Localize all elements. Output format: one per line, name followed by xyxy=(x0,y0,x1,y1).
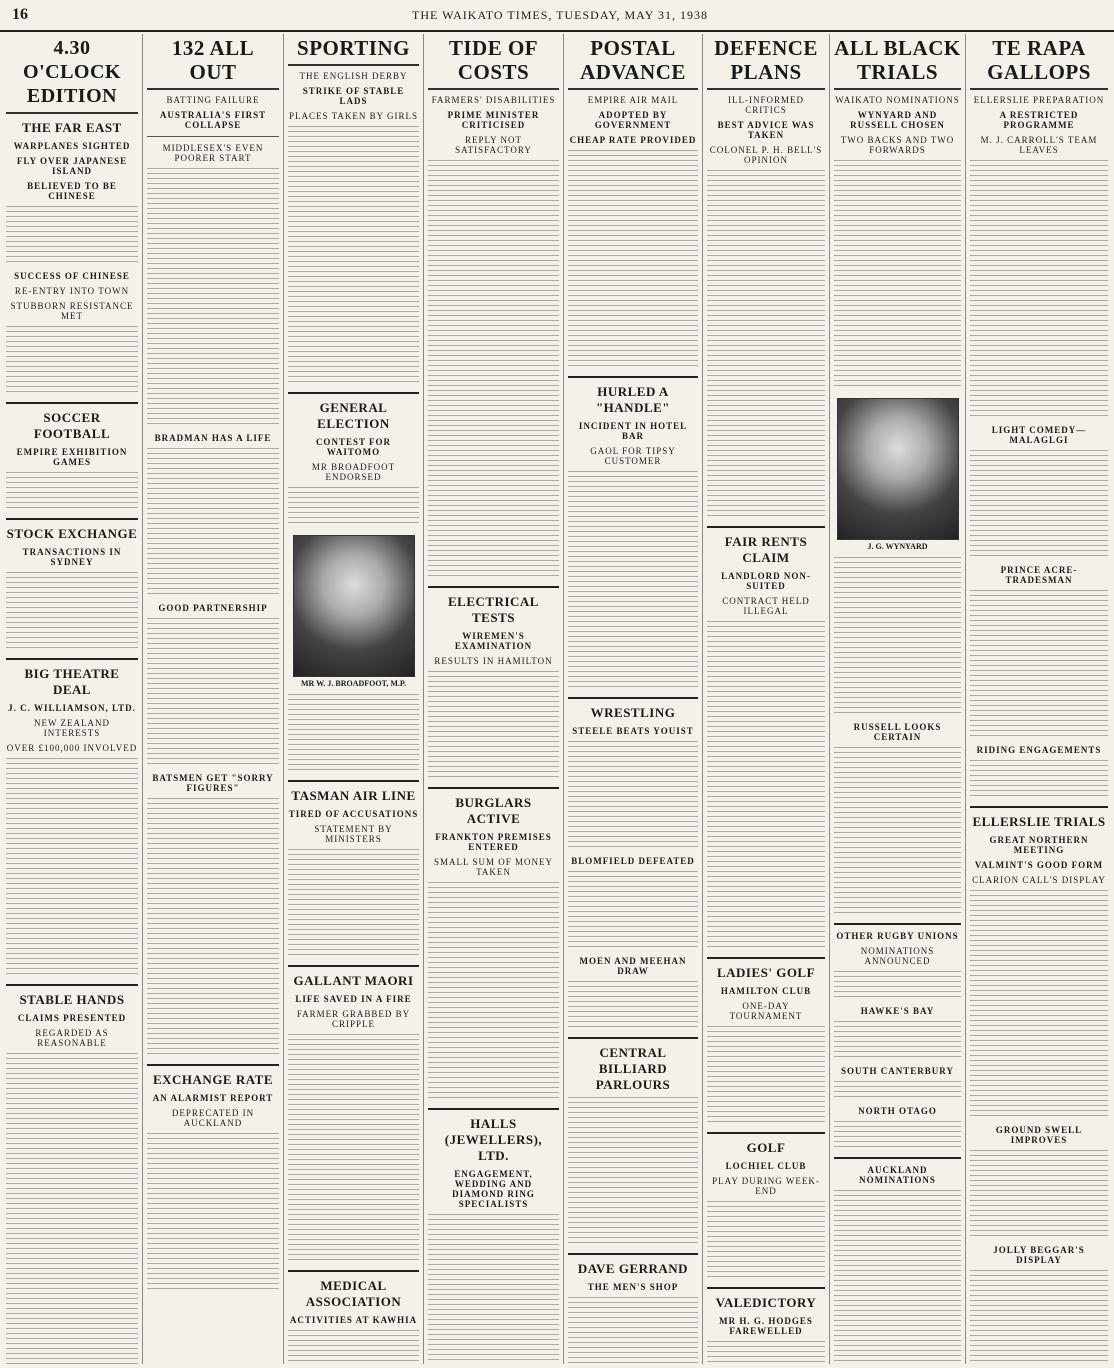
subhead: PRIME MINISTER CRITICISED xyxy=(447,110,540,130)
article-text xyxy=(6,206,138,266)
photo-caption: J. G. WYNYARD xyxy=(867,542,928,551)
headline-valedictory: VALEDICTORY xyxy=(715,1295,817,1310)
article-text xyxy=(6,472,138,512)
headline-132-all-out: 132 ALL OUT xyxy=(147,34,279,90)
subhead: PLAY DURING WEEK-END xyxy=(712,1176,820,1196)
subhead: CHEAP RATE PROVIDED xyxy=(569,135,697,145)
article-text xyxy=(6,326,138,396)
column-7 xyxy=(830,34,966,1364)
subhead: HAWKE'S BAY xyxy=(860,1006,935,1016)
article-text xyxy=(568,981,698,1031)
divider xyxy=(707,957,825,959)
headline-theatre-deal: BIG THEATRE DEAL xyxy=(24,666,120,697)
subhead: MOEN AND MEEHAN DRAW xyxy=(579,956,687,976)
subhead: BEST ADVICE WAS TAKEN xyxy=(717,120,815,140)
divider xyxy=(6,984,138,986)
subhead: REPLY NOT SATISFACTORY xyxy=(455,135,532,155)
headline-tasman-air-line: TASMAN AIR LINE xyxy=(291,788,416,803)
article-text xyxy=(568,1297,698,1364)
subhead: THE MEN'S SHOP xyxy=(587,1282,679,1292)
subhead: J. C. WILLIAMSON, LTD. xyxy=(8,703,136,713)
article-text xyxy=(834,747,961,917)
divider xyxy=(428,1108,559,1110)
subhead: GROUND SWELL IMPROVES xyxy=(995,1125,1083,1145)
headline-all-black-trials: ALL BLACK TRIALS xyxy=(834,34,961,90)
subhead: LIGHT COMEDY—MALAGLGI xyxy=(991,425,1087,445)
divider xyxy=(6,518,138,520)
article-text xyxy=(6,572,138,652)
divider xyxy=(834,923,961,925)
headline-wrestling: WRESTLING xyxy=(590,705,676,720)
headline-defence-plans: DEFENCE PLANS xyxy=(707,34,825,90)
headline-exchange-rate: EXCHANGE RATE xyxy=(152,1072,274,1087)
article-text xyxy=(970,160,1108,420)
subhead: FARMER GRABBED BY CRIPPLE xyxy=(296,1009,411,1029)
headline-tide-of-costs: TIDE OF COSTS xyxy=(428,34,559,90)
article-text xyxy=(288,1034,419,1264)
subhead: ILL-INFORMED CRITICS xyxy=(728,95,804,115)
article-text xyxy=(428,1214,559,1364)
article-text xyxy=(834,971,961,1001)
subhead: BRADMAN HAS A LIFE xyxy=(154,433,272,443)
subhead: RIDING ENGAGEMENTS xyxy=(976,745,1102,755)
headline-halls-jewellers: HALLS (JEWELLERS), LTD. xyxy=(444,1116,543,1163)
article-text xyxy=(707,621,825,951)
headline-dave-gerrand: DAVE GERRAND xyxy=(577,1261,689,1276)
article-text xyxy=(568,1097,698,1247)
subhead: ONE-DAY TOURNAMENT xyxy=(729,1001,803,1021)
headline-te-rapa-gallops: TE RAPA GALLOPS xyxy=(970,34,1108,90)
subhead: RUSSELL LOOKS CERTAIN xyxy=(853,722,942,742)
divider xyxy=(707,1132,825,1134)
subhead: OTHER RUGBY UNIONS xyxy=(836,931,959,941)
subhead: STUBBORN RESISTANCE MET xyxy=(10,301,134,321)
subhead: ADOPTED BY GOVERNMENT xyxy=(594,110,672,130)
article-text xyxy=(707,1026,825,1126)
article-text xyxy=(428,160,559,580)
divider xyxy=(288,965,419,967)
photo-caption: MR W. J. BROADFOOT, M.P. xyxy=(300,679,407,688)
subhead: HAMILTON CLUB xyxy=(720,986,812,996)
article-text xyxy=(970,590,1108,740)
subhead: GOOD PARTNERSHIP xyxy=(158,603,268,613)
subhead: SMALL SUM OF MONEY TAKEN xyxy=(434,857,553,877)
article-text xyxy=(288,849,419,959)
subhead: A RESTRICTED PROGRAMME xyxy=(999,110,1079,130)
article-text xyxy=(834,1121,961,1151)
article-text xyxy=(707,1341,825,1364)
subhead: STRIKE OF STABLE LADS xyxy=(302,86,405,106)
subhead: FARMERS' DISABILITIES xyxy=(431,95,556,105)
article-text xyxy=(428,882,559,1102)
article-text xyxy=(834,1190,961,1364)
divider xyxy=(428,787,559,789)
subhead: RE-ENTRY INTO TOWN xyxy=(14,286,130,296)
article-text xyxy=(147,168,279,428)
divider xyxy=(288,392,419,394)
divider xyxy=(147,1064,279,1066)
column-5 xyxy=(564,34,703,1364)
headline-central-billiard: CENTRAL BILLIARD PARLOURS xyxy=(595,1045,671,1092)
subhead: AN ALARMIST REPORT xyxy=(152,1093,274,1103)
subhead: VALMINT'S GOOD FORM xyxy=(974,860,1104,870)
subhead: LOCHIEL CLUB xyxy=(725,1161,807,1171)
subhead: JOLLY BEGGAR'S DISPLAY xyxy=(993,1245,1085,1265)
subhead: BLOMFIELD DEFEATED xyxy=(571,856,695,866)
subhead: NORTH OTAGO xyxy=(858,1106,937,1116)
headline-gallant-maori: GALLANT MAORI xyxy=(293,973,414,988)
subhead: PLACES TAKEN BY GIRLS xyxy=(288,111,419,121)
subhead: CONTEST FOR WAITOMO xyxy=(315,437,392,457)
article-text xyxy=(6,1053,138,1364)
headline-ellerslie-trials: ELLERSLIE TRIALS xyxy=(972,814,1106,829)
subhead: AUSTRALIA'S FIRST COLLAPSE xyxy=(159,110,267,130)
article-text xyxy=(6,758,138,978)
headline-golf: GOLF xyxy=(746,1140,786,1155)
headline-ladies-golf: LADIES' GOLF xyxy=(716,965,816,980)
subhead: MR H. G. HODGES FAREWELLED xyxy=(719,1316,813,1336)
subhead: DEPRECATED IN AUCKLAND xyxy=(171,1108,255,1128)
article-text xyxy=(970,890,1108,1120)
article-text xyxy=(147,798,279,1058)
divider xyxy=(6,402,138,404)
divider xyxy=(970,806,1108,808)
divider xyxy=(568,1253,698,1255)
subhead: EMPIRE EXHIBITION GAMES xyxy=(16,447,128,467)
subhead: STATEMENT BY MINISTERS xyxy=(314,824,393,844)
subhead: GAOL FOR TIPSY CUSTOMER xyxy=(590,446,676,466)
headline-fair-rents: FAIR RENTS CLAIM xyxy=(724,534,808,565)
subhead: LANDLORD NON-SUITED xyxy=(721,571,811,591)
subhead: OVER £100,000 INVOLVED xyxy=(6,743,138,753)
subhead: BATTING FAILURE xyxy=(166,95,260,105)
subhead: LIFE SAVED IN A FIRE xyxy=(295,994,412,1004)
article-text xyxy=(288,694,419,774)
subhead: WYNYARD AND RUSSELL CHOSEN xyxy=(850,110,945,130)
article-text xyxy=(428,671,559,781)
headline-electrical-tests: ELECTRICAL TESTS xyxy=(448,594,539,625)
headline-hurled-a-handle: HURLED A "HANDLE" xyxy=(595,384,671,415)
headline-stock-exchange: STOCK EXCHANGE xyxy=(6,526,138,541)
headline-postal-advance: POSTAL ADVANCE xyxy=(568,34,698,90)
article-text xyxy=(834,1081,961,1101)
article-text xyxy=(568,150,698,370)
subhead: M. J. CARROLL'S TEAM LEAVES xyxy=(980,135,1098,155)
divider xyxy=(568,1037,698,1039)
subhead: FLY OVER JAPANESE ISLAND xyxy=(16,156,128,176)
column-4 xyxy=(424,34,564,1364)
subhead: INCIDENT IN HOTEL BAR xyxy=(578,421,688,441)
divider xyxy=(707,1287,825,1289)
subhead: PRINCE ACRE-TRADESMAN xyxy=(1000,565,1078,585)
newspaper-columns xyxy=(2,34,1112,1364)
edition-headline: 4.30 O'CLOCK EDITION xyxy=(6,34,138,114)
article-text xyxy=(834,160,961,390)
article-text xyxy=(834,557,961,717)
article-text xyxy=(147,618,279,768)
divider xyxy=(6,658,138,660)
headline-sporting: SPORTING xyxy=(288,34,419,66)
divider xyxy=(834,1157,961,1159)
subhead: STEELE BEATS YOUIST xyxy=(572,726,694,736)
subhead: SUCCESS OF CHINESE xyxy=(14,271,130,281)
divider xyxy=(428,586,559,588)
subhead: EMPIRE AIR MAIL xyxy=(587,95,679,105)
divider xyxy=(568,376,698,378)
divider xyxy=(288,1270,419,1272)
subhead: REGARDED AS REASONABLE xyxy=(35,1028,109,1048)
subhead: TRANSACTIONS IN SYDNEY xyxy=(22,547,122,567)
subhead: THE ENGLISH DERBY xyxy=(299,71,408,81)
article-text xyxy=(707,1201,825,1281)
headline-burglars-active: BURGLARS ACTIVE xyxy=(455,795,532,826)
subhead: NOMINATIONS ANNOUNCED xyxy=(860,946,935,966)
headline-medical-association: MEDICAL ASSOCIATION xyxy=(305,1278,402,1309)
subhead: MIDDLESEX'S EVEN POORER START xyxy=(162,143,264,163)
subhead: WAIKATO NOMINATIONS xyxy=(835,95,960,105)
column-6 xyxy=(703,34,830,1364)
subhead: NEW ZEALAND INTERESTS xyxy=(33,718,111,738)
article-text xyxy=(834,1021,961,1061)
article-text xyxy=(568,871,698,951)
subhead: SOUTH CANTERBURY xyxy=(841,1066,954,1076)
subhead: GREAT NORTHERN MEETING xyxy=(989,835,1089,855)
column-1 xyxy=(2,34,143,1364)
subhead: ELLERSLIE PREPARATION xyxy=(973,95,1105,105)
subhead: ENGAGEMENT, WEDDING AND DIAMOND RING SPECIALISTS xyxy=(452,1169,535,1209)
masthead: THE WAIKATO TIMES, TUESDAY, MAY 31, 1938 xyxy=(412,8,708,22)
subhead: BATSMEN GET "SORRY FIGURES" xyxy=(152,773,274,793)
page-header xyxy=(0,0,1114,32)
article-text xyxy=(707,170,825,520)
article-text xyxy=(970,760,1108,800)
subhead: RESULTS IN HAMILTON xyxy=(434,656,553,666)
subhead: AUCKLAND NOMINATIONS xyxy=(859,1165,936,1185)
subhead: BELIEVED TO BE CHINESE xyxy=(27,181,117,201)
subhead: COLONEL P. H. BELL'S OPINION xyxy=(709,145,823,165)
divider xyxy=(147,136,279,137)
portrait-photo xyxy=(293,535,415,677)
subhead: WARPLANES SIGHTED xyxy=(13,141,131,151)
column-2 xyxy=(143,34,284,1364)
subhead: ACTIVITIES AT KAWHIA xyxy=(289,1315,418,1325)
subhead: MR BROADFOOT ENDORSED xyxy=(311,462,396,482)
subhead: TWO BACKS AND TWO FORWARDS xyxy=(840,135,955,155)
divider xyxy=(707,526,825,528)
subhead: CLARION CALL'S DISPLAY xyxy=(972,875,1106,885)
article-text xyxy=(147,448,279,598)
subhead: WIREMEN'S EXAMINATION xyxy=(454,631,533,651)
article-text xyxy=(970,450,1108,560)
headline-stable-hands: STABLE HANDS xyxy=(19,992,125,1007)
article-text xyxy=(288,487,419,527)
subhead: FRANKTON PREMISES ENTERED xyxy=(435,832,552,852)
article-text xyxy=(288,1330,419,1364)
article-text xyxy=(288,126,419,386)
article-text xyxy=(970,1150,1108,1240)
article-text xyxy=(970,1270,1108,1364)
divider xyxy=(568,697,698,699)
portrait-photo xyxy=(837,398,959,540)
article-text xyxy=(568,471,698,691)
divider xyxy=(288,780,419,782)
subhead: CLAIMS PRESENTED xyxy=(17,1013,127,1023)
article-text xyxy=(568,741,698,851)
page-number: 16 xyxy=(12,6,28,23)
headline-soccer: SOCCER FOOTBALL xyxy=(33,410,111,441)
subhead: CONTRACT HELD ILLEGAL xyxy=(722,596,810,616)
article-text xyxy=(147,1133,279,1293)
subhead: TIRED OF ACCUSATIONS xyxy=(288,809,419,819)
headline-general-election: GENERAL ELECTION xyxy=(317,400,390,431)
headline-far-east: THE FAR EAST xyxy=(22,120,122,135)
column-8 xyxy=(966,34,1112,1364)
column-3 xyxy=(284,34,424,1364)
